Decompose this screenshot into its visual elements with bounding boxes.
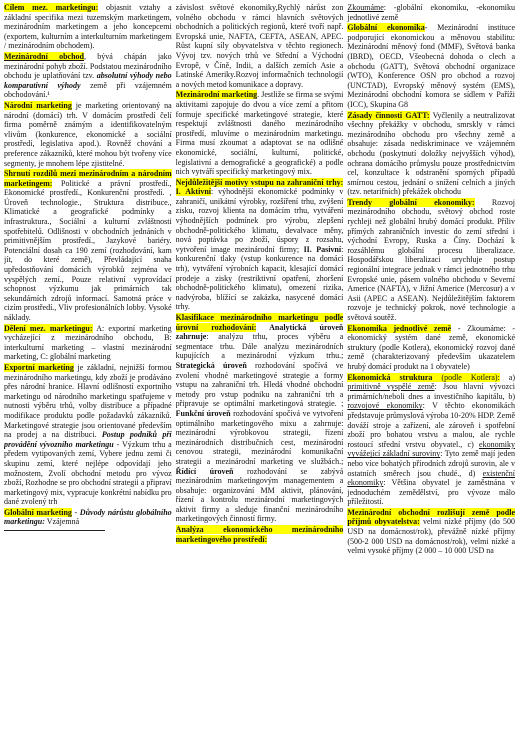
paragraph-global-marketing bbox=[4, 508, 172, 527]
paragraph-export-marketing bbox=[4, 363, 172, 507]
heading-global-marketing: Globální marketing bbox=[4, 507, 72, 517]
heading-income: Mezinárodní obchodní rozlišují země podle příjmů obyvatelstva: bbox=[347, 507, 516, 527]
heading-global-economy: Globální ekonomika bbox=[347, 23, 425, 33]
paragraph-examine bbox=[347, 3, 515, 22]
heading-division: Dělení mez. marketingu: bbox=[4, 323, 93, 333]
paragraph-global-economy bbox=[347, 23, 515, 109]
text-income: velmi nízké příjmy (do 500 USD na domácnost/rok), převážně nízké příjmy (500-2 000 USD na domácnost/rok), velmi nízké a velmi vysoké příjmy (2 000 – 10 000 USD na bbox=[347, 517, 516, 556]
text-global-tail: Vzájemná bbox=[44, 517, 80, 527]
term-subsistence: existenční ekonomiky bbox=[347, 468, 516, 488]
paragraph-trends bbox=[347, 198, 515, 323]
text-differences: Politické a právní prostředí., Ekonomické prostředí., Konkurenční prostředí. , Úroveň technologie., Struktura distribuce., Klimatické a geografické podmínky a infrastruktura., Sociální a kulturní zvláštnosti spotřebitelů. Odlišnosti v obchodních jednáních v primitivnějším prostředí., Jazykové bariéry. Potenciální dosah ca 190 zemí (rozhodování, kam jít, do které země), Převládající snaha upředostňování domácích výrobků zejména ve vyspělých zemí., Pouze relativní vyprovídací schopnost výzkumu jak primárních tak sekundárních zdrojů informací. Samotná práce v cizím prostředí., Vliv profesionálních lobby. Vysoké náklady. bbox=[4, 178, 172, 322]
heading-goal: Cílem mez. marketingu: bbox=[4, 3, 99, 12]
paragraph-division bbox=[4, 324, 172, 362]
heading-economic-analysis: Analýza ekonomického mezinárodního marketingového prostředí: bbox=[175, 525, 344, 544]
text-trends: Rozvoj mezinárodního obchodu, světový obchod roste rychleji než globální hrubý domácí produkt. Příliv přímých zahraničních investic do zemí střední i východní Evropy, Ruska a Číny. Dochází k rozsáhlému globální procesu liberalizace. Hospodářskou liberalizaci urychluje postup regionální integrace jednak v rámci jednotného trhu Evropské unie, pásem volného obchodu v Severní Americe (NAFTA), v Jižní Americe (Mercosur) a v Asii (APEC a ASEAN). Nejdůležitějším faktorem rozvoje je technický pokrok, nové technologie a světová soutěž. bbox=[347, 197, 516, 322]
text-division: A: exportní marketing vycházející z mezinárodního obchodu, B: interkulturní marketing – vlastní mezinárodní marketing, C: globální marketing bbox=[4, 323, 172, 362]
text-functional-level: rozhodování spočívá ve vytvoření optimálního marketingového mixu a zahrnuje: mezinárodní výrobkovou strategii, řízení mezinárodních distribučních cest, mezinárodní cenovou strategii, mezinárodní komunikační strategii a mezinárodní marketing ve službách.; bbox=[175, 408, 344, 466]
heading-trends: Trendy globální ekonomiky: bbox=[347, 197, 475, 207]
text-analytic-level: : analýzu trhu, proces výběru a segmentace trhu. Dále analýzu mezinárodních kupujících a mezinárodní výzkum trhu.; bbox=[175, 332, 344, 361]
paragraph-income bbox=[347, 508, 515, 556]
text-export-tail: - Výzkum trhu a předem vytipovaných zemí, Vybere jednu zemi či skupinu zemí, které nejlépe odpovídají jeho možnostem, Zvolí obchodní metodu pro vývoz zboží, Rozhodne se pro obchodní strategii a připraví marketingový mix, vypracuje konkrétní nabídku pro dané zvolený trh bbox=[4, 439, 172, 507]
text-intl-marketing: . Jestliže se firma se svými aktivitami zapojuje do dvou a více zemí a přitom formuje specifické marketingové strategie, které respektují zvláštnosti daného mezinárodního prostředí, mluvíme o mezinárodním marketingu. Firma musí zkoumat a adaptovat se na odlišné ekonomické, sociální, kulturní, politické, legislativní a demografické a geografické) a podle nich vytváří specifický marketingový mix. bbox=[175, 90, 344, 177]
label-analytic-level: Analytická úroveň zahrnuje bbox=[175, 322, 344, 342]
text-global-continued: závislost světové ekonomiky,Rychlý nárůst zon volného obchodu v rámci hlavních světových obchodních a politických regionů, které tvoří např. Evropská unie, NAFTA, CEFTA, ASEAN, APEC. Růst kupní síly obyvatelstva v těchto regionech. Vývoj tzv. nových trhů ve Střední a Východní Evropě, v Číně, Indii, a dalších zemích Asie a Latinské Ameriky.Rozvoj informačních technologií a nových metod komunikace a dopravy. bbox=[175, 3, 344, 89]
label-passive: II. Pasivní bbox=[303, 244, 342, 254]
text-international-trade: , bývá chápán jako mezinárodní pohyb zboží. Podstatou mezinárodního obchodu je uplatňování tzv. bbox=[4, 51, 172, 81]
term-developed: primitivně vyspělé země bbox=[347, 382, 435, 392]
column-1 bbox=[4, 3, 172, 751]
heading-economic-structure: Ekonomická struktura bbox=[347, 372, 433, 382]
paragraph-global-continued bbox=[176, 3, 344, 89]
heading-national-marketing: Národní marketing bbox=[4, 100, 72, 110]
text-goal: objasnit vztahy a základní specifika mezi tuzemským marketingem, mezinárodním marketingem a jeho koncepcemi (exportem, kulturním a interkulturním marketingem / mezinárodním obchodem). bbox=[4, 3, 172, 51]
paragraph-gatt bbox=[347, 111, 515, 197]
paragraph-differences bbox=[4, 169, 172, 323]
text-motives-passive: : konkurenční tlaky (vstup konkurence na domácí trh), vytváření výrobních kapacit, klesající domácí prodeje a zisky (restriktivní opatření, zhoršení obchodně-politického klimatu), omezení rizika, nadvýroba, blížící se zakázka, nasycené domácí trhy. bbox=[175, 244, 344, 312]
heading-kotler-note: (podle Kotlera): bbox=[432, 372, 500, 382]
label-strategic-level: Strategická úroveň bbox=[175, 360, 247, 370]
heading-motives: Nejdůležitější motivy vstupu na zahraniční trhy: I. Aktivní bbox=[175, 177, 344, 197]
paragraph-national-marketing bbox=[4, 101, 172, 168]
text-strategic-level: rozhodování spočívá ve zvolení vhodné marketingové strategie a formy vstupu na zahraniční trh. Hledá vhodné obchodní metody pro vstup podniku na zahraniční trh a připravuje se optimální marketingová strategie. ; bbox=[175, 360, 344, 409]
term-raw-materials: ekonomiky vyvážející základní suroviny bbox=[347, 439, 516, 459]
text-developed: : Jsou hlavní vývozci primárních/neboli dnes a investičního kapitálu, b) bbox=[347, 382, 516, 401]
paragraph-intl-marketing bbox=[176, 90, 344, 176]
text-export-marketing: je základní, nejnižší formou mezinárodního marketingu, kdy zboží je prodáváno přes národní hranice. Hlavní odlišností exportního marketingu od národního marketingu spatřujeme v nutnosti výběru trhů, volby distribuce a případné modifikace produktu podle požadavků zákazníků. Marketingové strategie jsou orientované především na prodej a na distribuci. bbox=[4, 362, 172, 440]
heading-country-economy: Ekonomika jednotlivé země bbox=[347, 323, 452, 333]
paragraph-country-economy bbox=[347, 324, 515, 372]
paragraph-economic-structure bbox=[347, 373, 515, 507]
heading-international-trade: Mezinárodní obchod bbox=[4, 51, 84, 61]
text-developing: : V těchto ekonomikách představuje průmyslová výroba 10-20% HDP. Země dováží stroje a zařízení, ale zároveň i spotřební zboží pro bohatou vrstvu a malou, ale rychle rostoucí střední vrstvu obyvatel., c) bbox=[347, 401, 516, 449]
text-motives-active: : výhodnější ekonomické podmínky v zahraničí, unikátní výrobky, rozšíření trhu, zvýšení zisku, rozvoj klienta na domácím trhu, vytváření výhodnějších podmínek pro výrobu, zlepšení obchodně-politického klimatu, devalvace měny, nová poptávka po zboží, úspory z rozsahu, vytvoření image mezinárodní firmy; bbox=[175, 187, 344, 254]
emphasis-export-procedure: Postup podniků při provádění vývozního marketingu bbox=[4, 430, 172, 449]
text-national-marketing: je marketing orientovaný na národní (domácí) trh. V domácím prostředí čelí firma poměrně známým a identifikovatelným vlivům (konkurence, ekonomické a sociální prostředí, legislativa apod.). Rovněž chování a preference zákazníků, které mohou být tvořeny více segmenty, je mnohem lépe zjistitelné. bbox=[4, 100, 172, 168]
heading-intl-marketing: Mezinárodní marketing bbox=[175, 90, 258, 100]
heading-export-marketing: Exportní marketing bbox=[4, 362, 74, 372]
label-management-level: Řídící úroveň bbox=[175, 466, 234, 476]
paragraph-international-trade bbox=[4, 52, 172, 100]
emphasis-advantage: absolutní výhody nebo komparativní výhody bbox=[4, 71, 172, 90]
text-country-economy: - Zkoumáme: - ekonomický systém dané země, ekonomické struktury (podle Kotlera), ekonomický rozvoj dané země (charakterizovaný především ukazatelem hrubý domácí produkt na 1 obyvatele) bbox=[347, 323, 516, 371]
text-global-economy: - Mezinárodní instituce podporující ekonomickou a měnovou stabilitu: Mezinárodní měnový fond (MMF), Světová banka (IBRD), OECD, Všeobecná dohoda o clech a obchodu (GATT), Světová obchodní organizace (WTO), Konference OSN pro obchod a rozvoj (UNCTAD), Evropský měnový systém (EMS), Mezinárodní obchodní komora se sídlem v Paříži (ICC), Skupina G8 bbox=[347, 23, 516, 109]
paragraph-goal bbox=[4, 3, 172, 51]
paragraph-motives bbox=[176, 178, 344, 312]
text-subsistence: : Většina obyvatel je zaměstnána v jednoduchém zemědělství, pro vývoze málo příležitostí. bbox=[347, 478, 516, 507]
column-3 bbox=[347, 3, 515, 751]
text-raw-materials: : Tyto země mají jeden nebo více bohatých přírodních zdrojů surovin, ale v ostatních směrech jsou chudé., d) bbox=[347, 449, 516, 478]
label-functional-level: Funkční úroveň bbox=[175, 408, 231, 418]
marker-a: a) bbox=[499, 372, 516, 382]
text-global-marketing: - bbox=[71, 507, 80, 517]
term-developing: rozvojové ekonomiky bbox=[347, 401, 423, 411]
text-international-trade-tail: země při vzájemném obchodování.¹ bbox=[4, 80, 172, 100]
document-page bbox=[4, 3, 515, 751]
heading-gatt: Zásady činnosti GATT: bbox=[347, 110, 430, 120]
text-examine: : -globální ekonomiku, -ekonomiku jednotlivé země bbox=[347, 3, 516, 22]
column-2 bbox=[176, 3, 344, 751]
footnote-divider bbox=[4, 530, 105, 531]
paragraph-economic-analysis bbox=[176, 525, 344, 544]
heading-differences: Shrnutí rozdílů mezi mezinárodním a národním marketingem: bbox=[4, 169, 172, 188]
text-gatt: Vyčlenily a neutralizovat všechny překážky v obchodu, smrskly v rámci mezinárodního obchodu pro všechny země a obsahuje: zásada nediskriminace ve vzájemném obchodu (poskytnutí doložky nejvyšších výhod), ochrana domácího průmyslu pouze prostřednictvím cel, konzultace k odstranění sporných případů smírnou cestou, jednání o snížení celních a jiných (tzv. netarifních) překážek obchodu bbox=[347, 110, 516, 197]
paragraph-classification bbox=[176, 313, 344, 524]
label-examine: Zkoumáme bbox=[347, 3, 384, 12]
emphasis-global-reasons: Důvody nárůstu globálního marketingu: bbox=[4, 507, 172, 527]
heading-classification: Klasifikace mezinárodního marketingu podle úrovní rozhodování: bbox=[175, 313, 344, 332]
text-management-level: rozhodování se zabývá mezinárodním marketingovým managementem a obsahuje: organizování MM aktivit, plánování, řízení a kontrolu mezinárodní marketingových aktivit firmy a sleduje finanční mezinárodního marketingových činností firmy. bbox=[175, 466, 344, 524]
